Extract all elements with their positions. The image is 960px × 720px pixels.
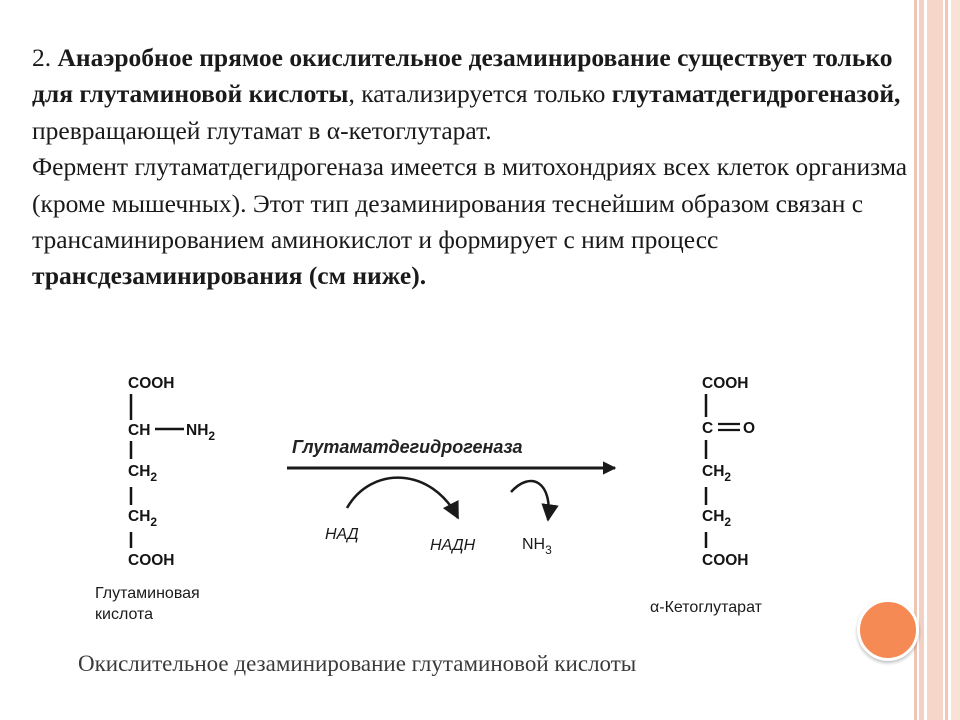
enzyme-label: Глутаматдегидрогеназа: [292, 437, 523, 457]
substrate-name-line1: Глутаминовая: [95, 585, 200, 602]
deamination-diagram: [75, 360, 855, 700]
ch2-label: $CH_2$: [702, 508, 732, 529]
nh3-label: $NH_3$: [522, 536, 552, 557]
edge-stripe: [945, 0, 948, 720]
edge-stripe: [914, 0, 917, 720]
decorative-edge-stripes: [914, 0, 960, 720]
carbon-label: C: [702, 420, 714, 437]
cooh-top-label: COOH: [702, 375, 749, 392]
paragraph-1: [32, 40, 912, 149]
ch-label: CH: [128, 422, 151, 439]
ch2-label: $CH_2$: [702, 463, 732, 484]
edge-stripe: [951, 0, 960, 720]
reaction-arrow-group: [287, 437, 615, 557]
bold-phrase-3: трансдезаминирования (см ниже).: [32, 261, 427, 291]
slide-text: [32, 40, 912, 295]
diagram-caption: Окислительное дезаминирование глутаминовой кислоты: [78, 651, 637, 676]
product-name: α-Кетоглутарат: [650, 599, 762, 616]
oxygen-label: O: [743, 420, 756, 437]
nh2-label: $NH_2$: [186, 422, 216, 443]
paragraph-2: [32, 149, 912, 295]
product-structure: [650, 375, 763, 616]
substrate-structure: [95, 375, 215, 623]
text-fragment: Фермент глутаматдегидрогеназа имеется в митохондриях всех клеток организма (кроме мышечных). Этот тип дезаминирования теснейшим образом связан с трансаминированием аминокислот и формирует с ним процесс: [32, 152, 908, 255]
bold-phrase-1: Анаэробное прямое окислительное дезаминирование существует только для глутаминовой кислоты: [32, 43, 893, 109]
nad-curved-arrow: [347, 478, 458, 518]
edge-stripe: [927, 0, 943, 720]
cooh-bottom-label: COOH: [128, 552, 175, 569]
text-fragment: превращающей глутамат в α-кетоглутарат.: [32, 115, 492, 145]
substrate-name-line2: кислота: [95, 606, 154, 623]
text-fragment: , катализируется только: [348, 79, 612, 109]
nadh-label: НАДН: [430, 537, 476, 554]
nad-label: НАД: [325, 526, 359, 543]
bold-phrase-2: глутаматдегидрогеназой,: [611, 79, 901, 109]
nh3-curved-arrow: [511, 481, 549, 520]
decorative-orange-circle: [857, 599, 919, 661]
item-number: 2.: [32, 43, 58, 72]
ch2-label: $CH_2$: [128, 463, 158, 484]
edge-stripe: [919, 0, 924, 720]
cooh-bottom-label: COOH: [702, 552, 749, 569]
ch2-label: $CH_2$: [128, 508, 158, 529]
cooh-top-label: COOH: [128, 375, 175, 392]
